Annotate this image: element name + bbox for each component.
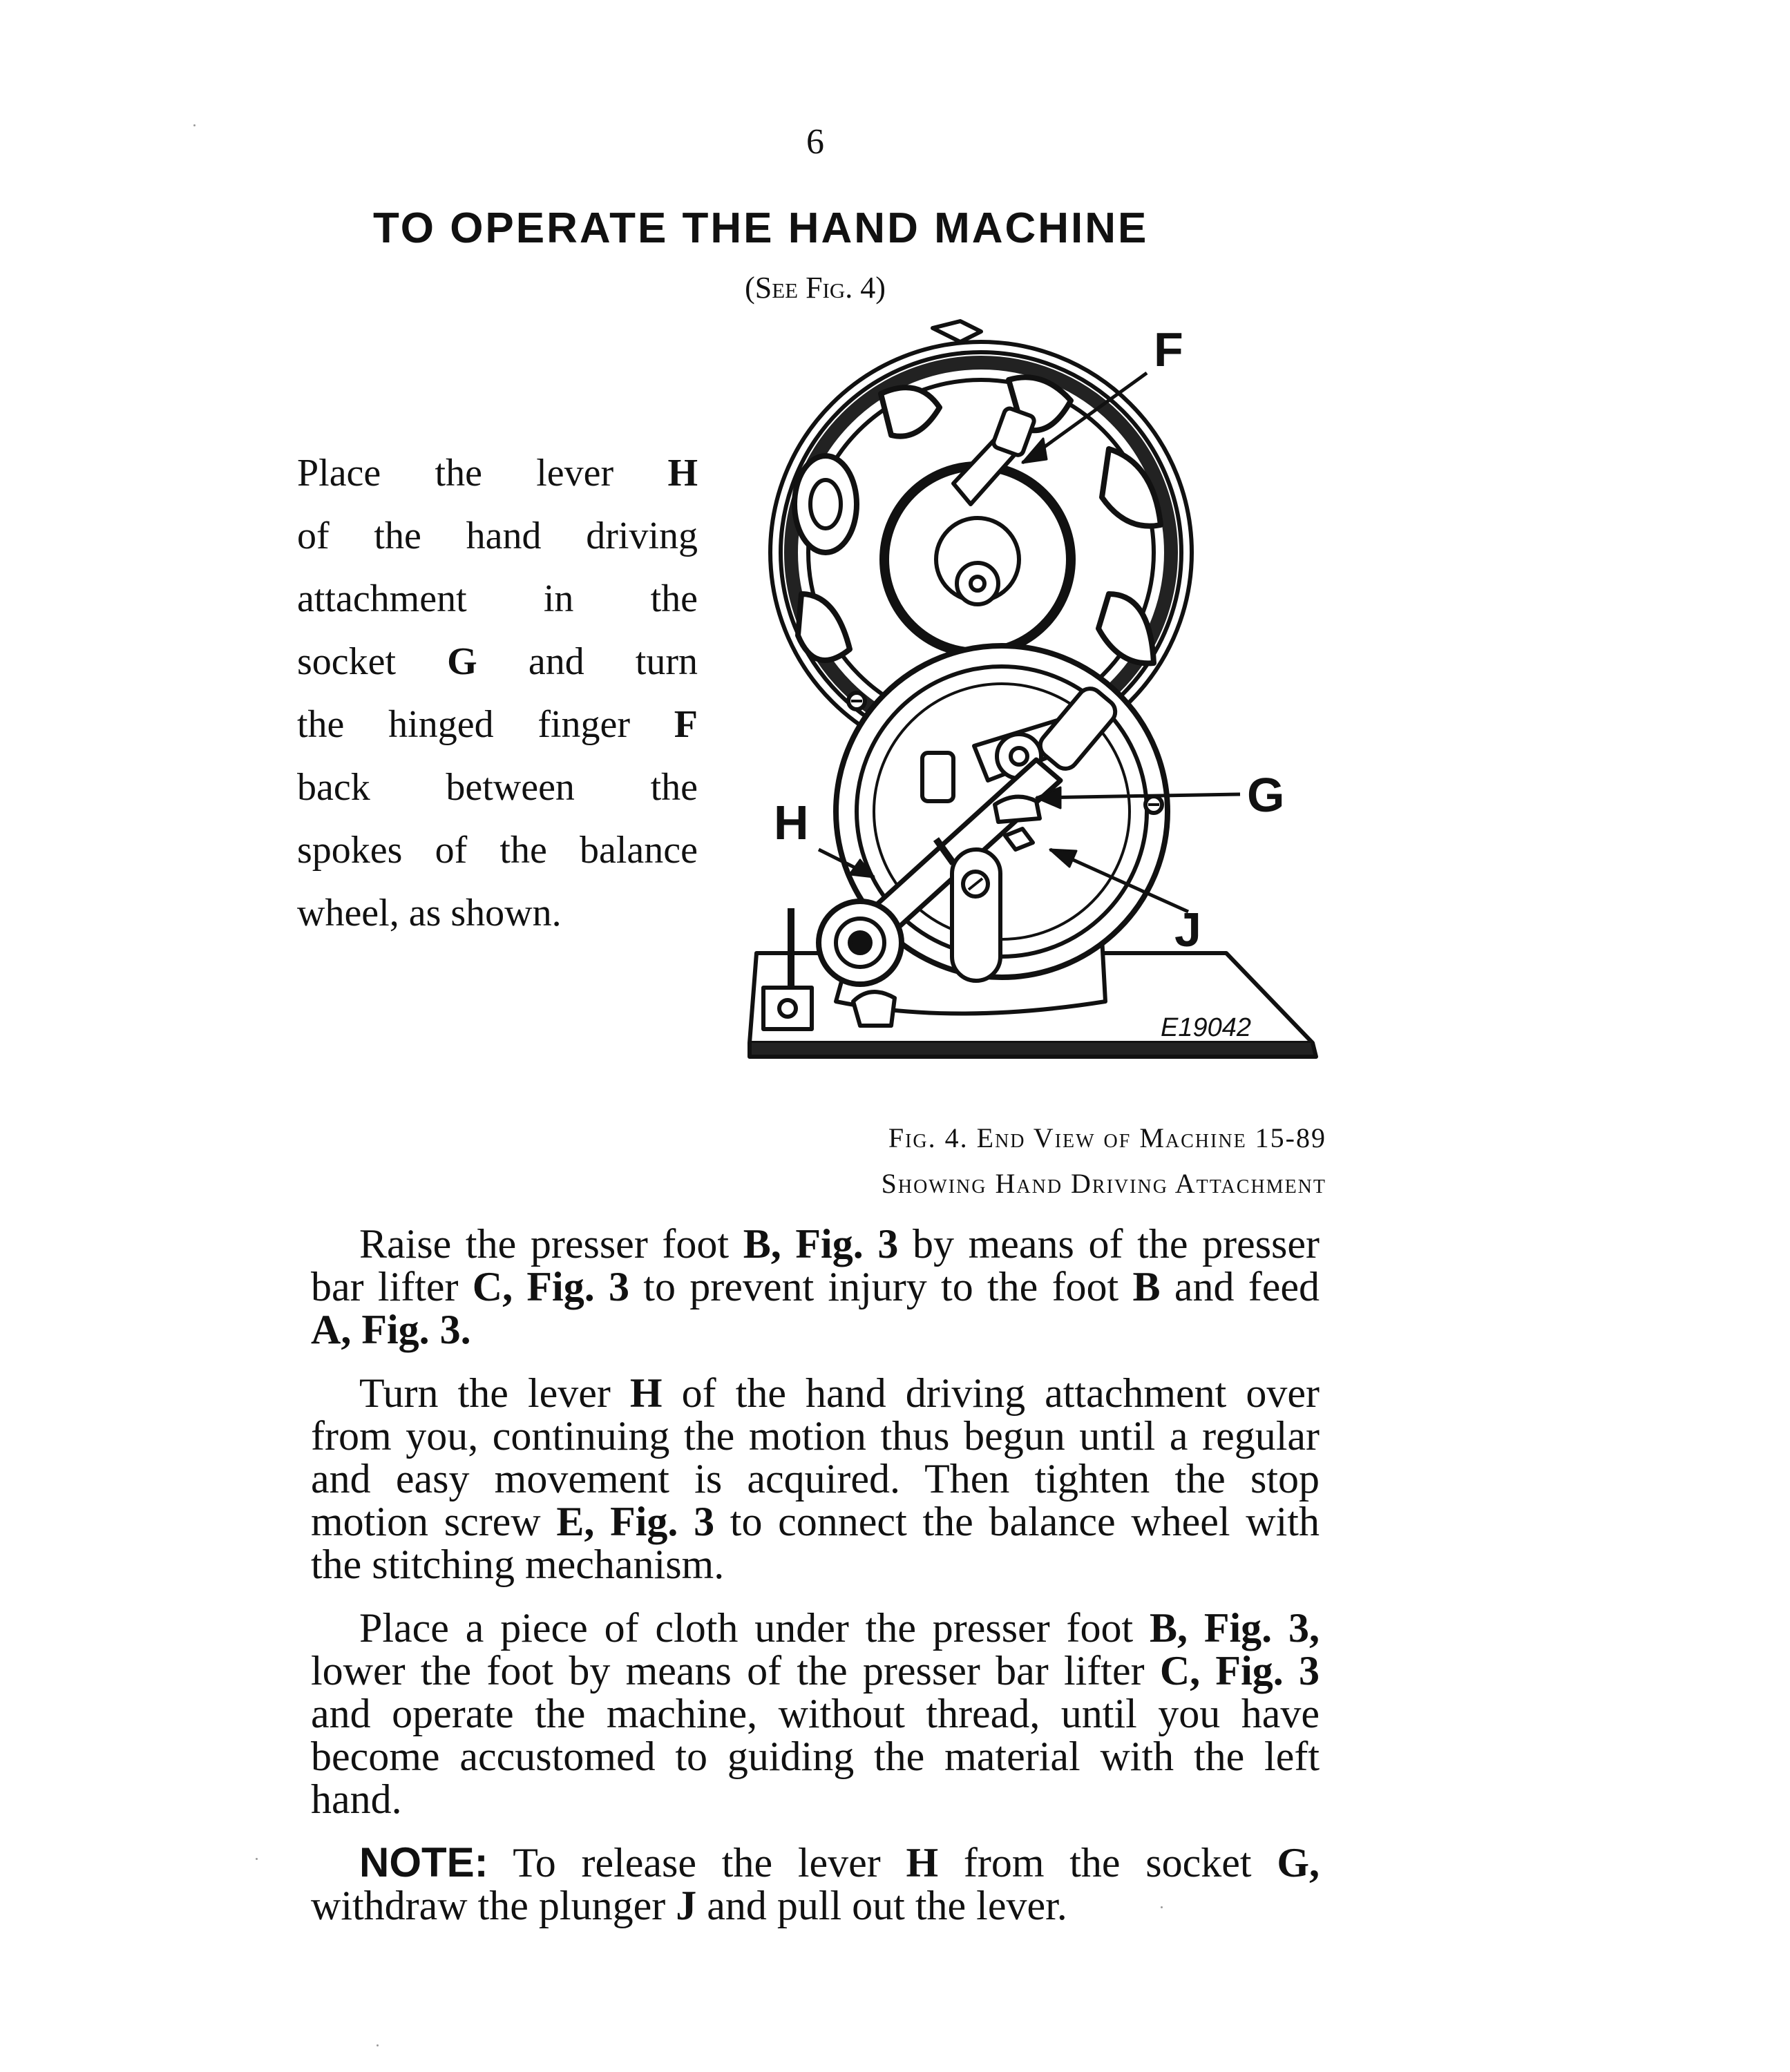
figure-code: E19042 [1161, 1013, 1252, 1042]
label-f: F [1154, 323, 1183, 376]
label-j: J [1174, 903, 1201, 957]
side-line-6: back between the [297, 766, 698, 809]
side-line-8: wheel, as shown. [297, 892, 562, 934]
scan-speck [256, 1858, 258, 1860]
side-line-3: attachment in the [297, 577, 698, 620]
label-h: H [774, 796, 809, 850]
side-line-4: socket G and turn [297, 640, 698, 683]
figure-caption [705, 1115, 1326, 1207]
page-title: TO OPERATE THE HAND MACHINE [373, 204, 1149, 252]
scan-speck [377, 2044, 379, 2046]
side-instructions [297, 442, 698, 945]
caption-line-2: Showing Hand Driving Attachment [881, 1168, 1326, 1199]
caption-line-1: Fig. 4. End View of Machine 15-89 [888, 1122, 1326, 1153]
side-line-7: spokes of the balance [297, 829, 698, 872]
paragraph-note: NOTE: To release the lever H from the socket G, withdraw the plunger J and pull out the lever. [311, 1839, 1320, 1928]
paragraph-turn-lever: Turn the lever H of the hand driving attachment over from you, continuing the motion thus begun until a regular and easy movement is acquired. Then tighten the stop motion screw E, Fig. 3 to connect the balance wheel with the stitching mechanism. [311, 1370, 1320, 1587]
sewing-machine-end-view-illustration [732, 304, 1326, 1091]
socket [995, 797, 1040, 822]
instructions-body [311, 1222, 1320, 1948]
paragraph-place-cloth: Place a piece of cloth under the presser foot B, Fig. 3, lower the foot by means of the presser bar lifter C, Fig. 3 and operate the machine, without thread, until you have become accustomed to guiding the material with the left hand. [311, 1605, 1320, 1822]
pedestal-slot [952, 850, 1000, 981]
paragraph-raise-presser-foot: Raise the presser foot B, Fig. 3 by means of the presser bar lifter C, Fig. 3 to prevent injury to the foot B and feed A, Fig. 3. [311, 1221, 1320, 1352]
side-line-1: Place the lever H [297, 452, 698, 495]
figure-reference: (See Fig. 4) [745, 271, 886, 305]
scan-speck [1161, 1906, 1163, 1908]
scan-speck [193, 124, 196, 126]
page-number: 6 [806, 122, 824, 162]
side-line-2: of the hand driving [297, 515, 698, 557]
side-line-5: the hinged finger F [297, 703, 698, 746]
label-g: G [1247, 768, 1285, 822]
